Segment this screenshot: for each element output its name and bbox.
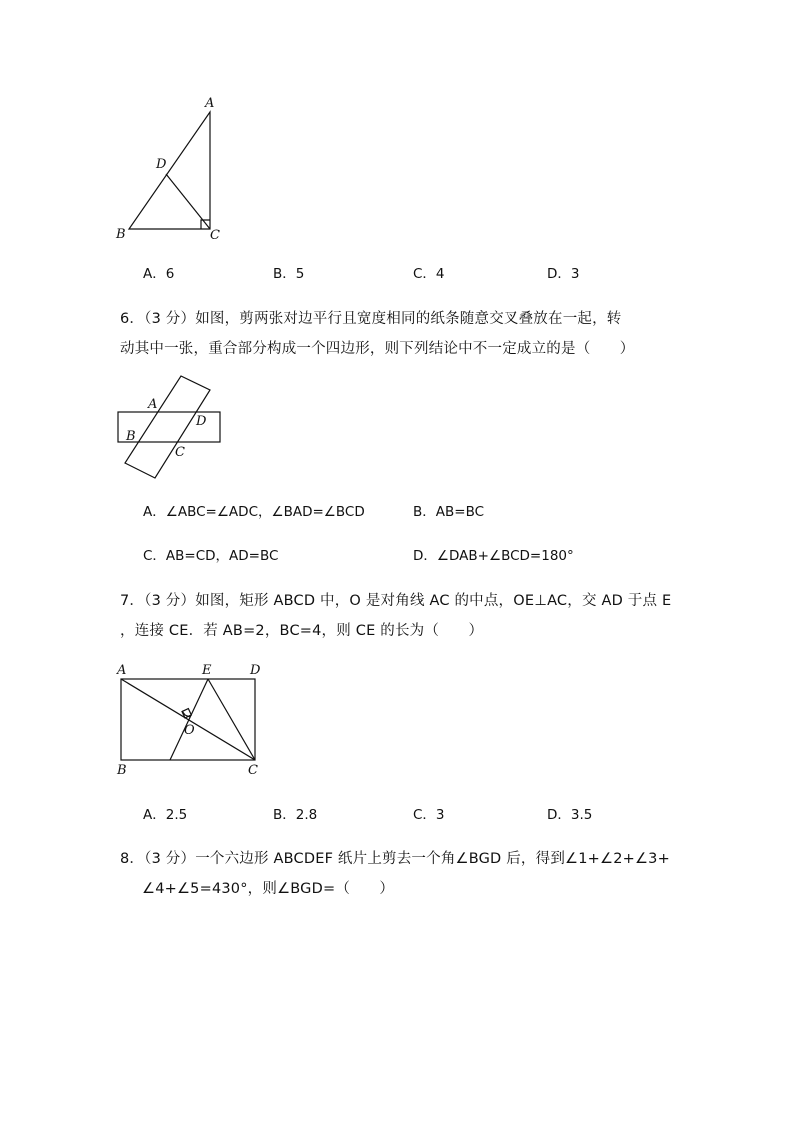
q7-label-b: B — [117, 763, 127, 778]
q7-question-line-2: ，连接 CE．若 AB=2，BC=4，则 CE 的长为（ ） — [120, 623, 484, 639]
q8-question-line-1: 8．（3 分）一个六边形 ABCDEF 纸片上剪去一个角∠BGD 后，得到∠1+∠2+∠3+ — [120, 851, 670, 867]
q7-segment-e-to-bc — [170, 679, 208, 760]
q5-label-c: C — [210, 228, 220, 243]
q7-label-o: O — [184, 723, 195, 738]
q5-option-d: D．3 — [547, 266, 580, 282]
q6-option-d: D．∠DAB+∠BCD=180° — [413, 548, 574, 564]
q7-label-d: D — [250, 663, 261, 678]
q6-label-c: C — [175, 445, 185, 460]
q6-option-a: A．∠ABC=∠ADC，∠BAD=∠BCD — [143, 504, 365, 520]
q5-label-a: A — [205, 96, 215, 111]
q5-option-b: B．5 — [273, 266, 305, 282]
q8-question-line-2: ∠4+∠5=430°，则∠BGD=（ ） — [142, 881, 395, 897]
q6-question-line-2: 动其中一张，重合部分构成一个四边形，则下列结论中不一定成立的是（ ） — [120, 341, 635, 357]
q7-option-c: C．3 — [413, 807, 445, 823]
q5-option-c: C．4 — [413, 266, 445, 282]
q6-label-b: B — [126, 429, 136, 444]
q7-option-a: A．2.5 — [143, 807, 188, 823]
q7-label-a: A — [117, 663, 127, 678]
q5-option-a: A．6 — [143, 266, 175, 282]
q7-label-e: E — [202, 663, 212, 678]
q5-label-b: B — [116, 227, 126, 242]
q7-option-b: B．2.8 — [273, 807, 318, 823]
q7-question-line-1: 7．（3 分）如图，矩形 ABCD 中，O 是对角线 AC 的中点，OE⊥AC，交 AD 于点 E — [120, 593, 672, 609]
q5-label-d: D — [156, 157, 167, 172]
q6-option-b: B．AB=BC — [413, 504, 485, 520]
q7-label-c: C — [248, 763, 258, 778]
q6-question-line-1: 6．（3 分）如图，剪两张对边平行且宽度相同的纸条随意交叉叠放在一起，转 — [120, 311, 622, 327]
q7-option-d: D．3.5 — [547, 807, 593, 823]
q7-segment-ce — [208, 679, 255, 760]
q6-label-d: D — [196, 414, 207, 429]
q7-diagonal-ac — [121, 679, 255, 760]
q6-option-c: C．AB=CD，AD=BC — [143, 548, 279, 564]
q6-label-a: A — [148, 397, 158, 412]
